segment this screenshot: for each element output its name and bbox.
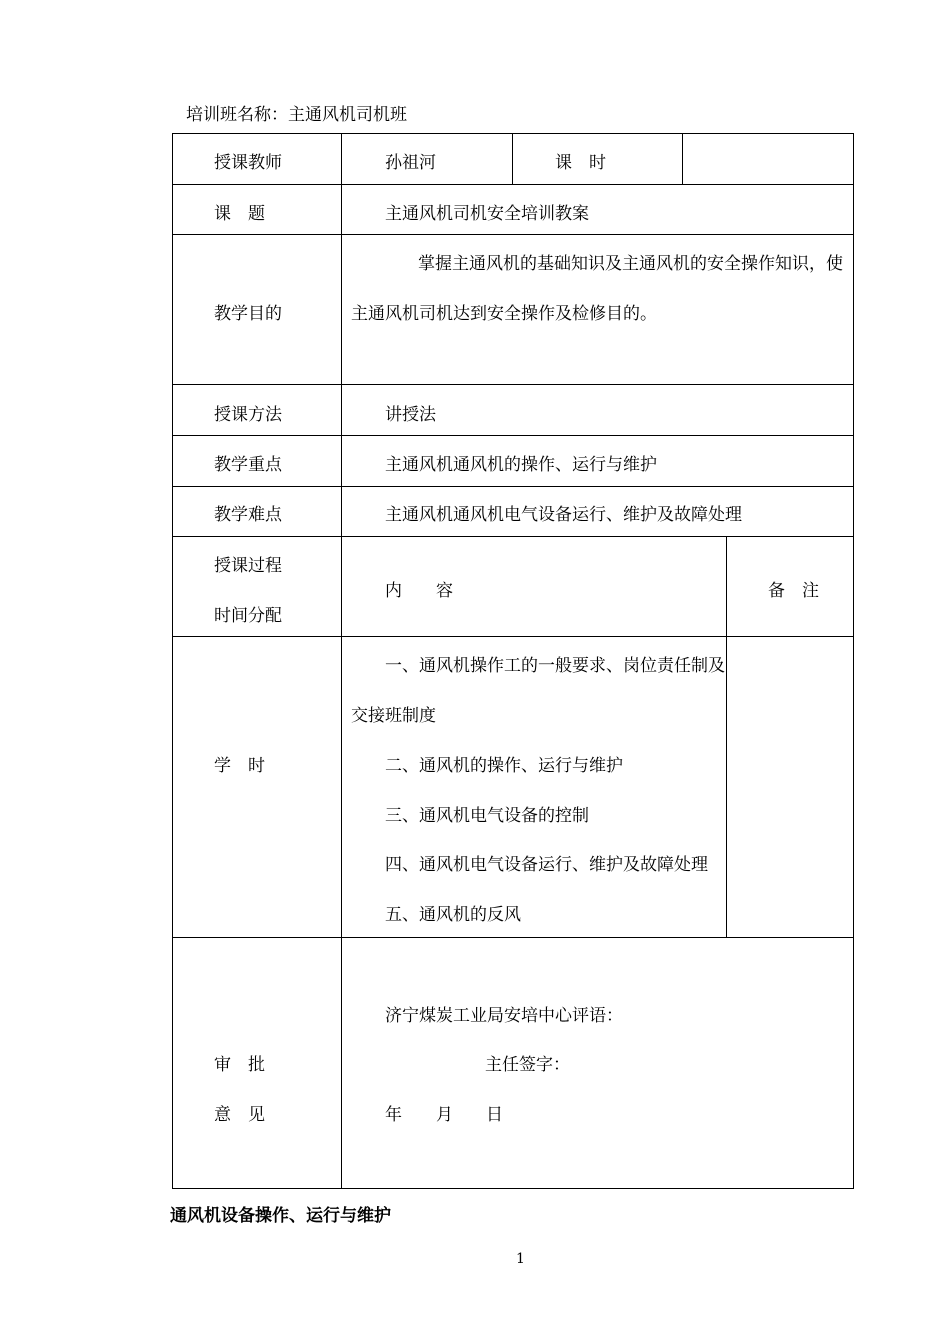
remarks-header: 备 注	[768, 581, 819, 601]
difficulty-value: 主通风机通风机电气设备运行、维护及故障处理	[385, 505, 742, 525]
date-day: 日	[486, 1105, 503, 1125]
content-item: 四、通风机电气设备运行、维护及故障处理	[385, 855, 708, 875]
content-item: 二、通风机的操作、运行与维护	[385, 756, 623, 776]
content-item: 一、通风机操作工的一般要求、岗位责任制及	[385, 656, 725, 676]
process-label: 授课过程	[214, 556, 282, 576]
class-hours-label: 学 时	[214, 756, 265, 776]
teacher-value: 孙祖河	[385, 153, 436, 173]
content-item: 三、通风机电气设备的控制	[385, 806, 589, 826]
goal-label: 教学目的	[214, 304, 282, 324]
class-name-header: 培训班名称：主通风机司机班	[186, 105, 407, 125]
approval-label: 审 批	[214, 1055, 265, 1075]
teacher-label: 授课教师	[214, 153, 282, 173]
content-item: 五、通风机的反风	[385, 905, 521, 925]
time-allocation-label: 时间分配	[214, 606, 282, 626]
page-number: 1	[516, 1251, 525, 1267]
goal-line-2: 主通风机司机达到安全操作及检修目的。	[351, 304, 657, 324]
opinion-label: 意 见	[214, 1105, 265, 1125]
method-label: 授课方法	[214, 405, 282, 425]
goal-line-1: 掌握主通风机的基础知识及主通风机的安全操作知识，使	[418, 254, 843, 274]
section-heading: 通风机设备操作、运行与维护	[170, 1206, 391, 1226]
topic-label: 课 题	[214, 204, 265, 224]
key-point-value: 主通风机通风机的操作、运行与维护	[385, 455, 657, 475]
method-value: 讲授法	[385, 405, 436, 425]
hours-label: 课 时	[555, 153, 606, 173]
topic-value: 主通风机司机安全培训教案	[385, 204, 589, 224]
content-item: 交接班制度	[351, 706, 436, 726]
difficulty-label: 教学难点	[214, 505, 282, 525]
signature-label: 主任签字：	[485, 1055, 570, 1075]
approval-comment: 济宁煤炭工业局安培中心评语：	[385, 1006, 623, 1026]
key-point-label: 教学重点	[214, 455, 282, 475]
date-month: 月	[436, 1105, 453, 1125]
date-year: 年	[385, 1105, 402, 1125]
content-header: 内 容	[385, 581, 453, 601]
